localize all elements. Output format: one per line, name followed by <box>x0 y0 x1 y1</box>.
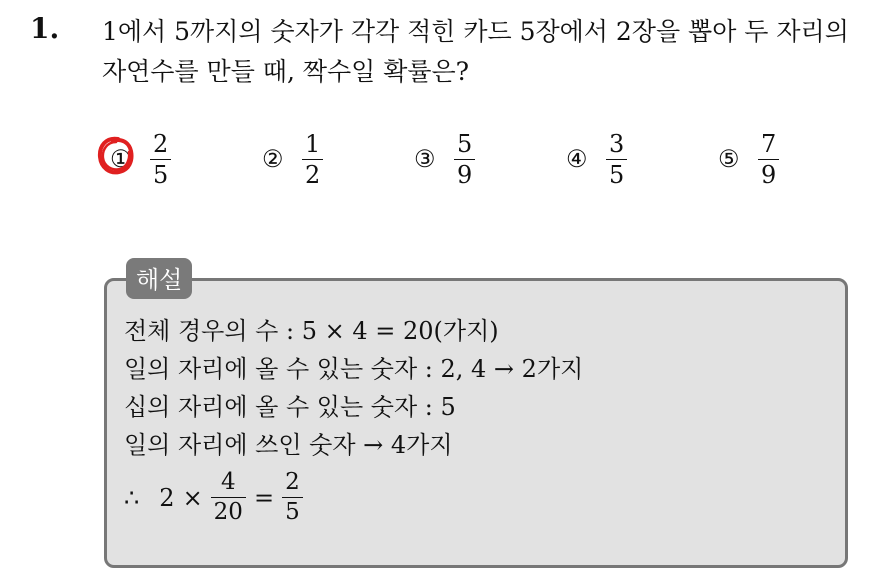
choice-5[interactable] <box>718 128 779 190</box>
choice-5-denominator: 9 <box>758 159 779 188</box>
final-coefficient: 2 <box>159 483 175 512</box>
solution-line-1: 전체 경우의 수 : 5 × 4 = 20(가지) <box>124 317 499 345</box>
choice-4-numerator: 3 <box>609 129 625 158</box>
therefore-symbol: ∴ <box>124 483 140 512</box>
times-symbol: × <box>182 483 203 512</box>
choice-5-fraction <box>758 131 779 188</box>
choice-1-numerator: 2 <box>153 129 169 158</box>
choice-3-marker: ③ <box>414 145 436 173</box>
equals-symbol: = <box>253 483 275 512</box>
solution-title-badge: 해설 <box>126 258 192 299</box>
solution-line-4: 일의 자리에 쓰인 숫자 → 4가지 <box>124 431 453 459</box>
choice-1-marker: ① <box>110 145 132 173</box>
choice-4[interactable] <box>566 128 627 190</box>
choice-4-denominator: 5 <box>606 159 627 188</box>
solution-final-equation <box>124 470 303 525</box>
result-fraction-numerator: 2 <box>285 469 300 495</box>
choice-2-denominator: 2 <box>302 159 323 188</box>
result-fraction-denominator: 5 <box>282 497 303 525</box>
choice-4-marker: ④ <box>566 145 588 173</box>
solution-line-2: 일의 자리에 올 수 있는 숫자 : 2, 4 → 2가지 <box>124 355 584 383</box>
choice-1-fraction <box>150 131 171 188</box>
choice-1-denominator: 5 <box>150 159 171 188</box>
choice-2-numerator: 1 <box>305 129 321 158</box>
choice-5-marker: ⑤ <box>718 145 740 173</box>
choice-2-fraction <box>302 131 323 188</box>
question-text-line2: 자연수를 만들 때, 짝수일 확률은? <box>102 57 470 86</box>
choice-3-denominator: 9 <box>454 159 475 188</box>
result-fraction <box>282 470 303 525</box>
choice-3-numerator: 5 <box>457 129 473 158</box>
choice-4-fraction <box>606 131 627 188</box>
question-number: 1. <box>30 12 60 45</box>
question-text <box>102 12 872 92</box>
final-fraction <box>211 470 246 525</box>
solution-line-3: 십의 자리에 올 수 있는 숫자 : 5 <box>124 393 456 421</box>
choice-2-marker: ② <box>262 145 284 173</box>
final-fraction-denominator: 20 <box>211 497 246 525</box>
final-fraction-numerator: 4 <box>220 469 236 495</box>
choice-5-numerator: 7 <box>761 129 777 158</box>
choice-3[interactable] <box>414 128 475 190</box>
question-text-line1: 1에서 5까지의 숫자가 각각 적힌 카드 5장에서 2장을 뽑아 두 자리의 <box>102 17 849 46</box>
choice-2[interactable] <box>262 128 323 190</box>
choice-1[interactable] <box>110 128 171 190</box>
choice-3-fraction <box>454 131 475 188</box>
